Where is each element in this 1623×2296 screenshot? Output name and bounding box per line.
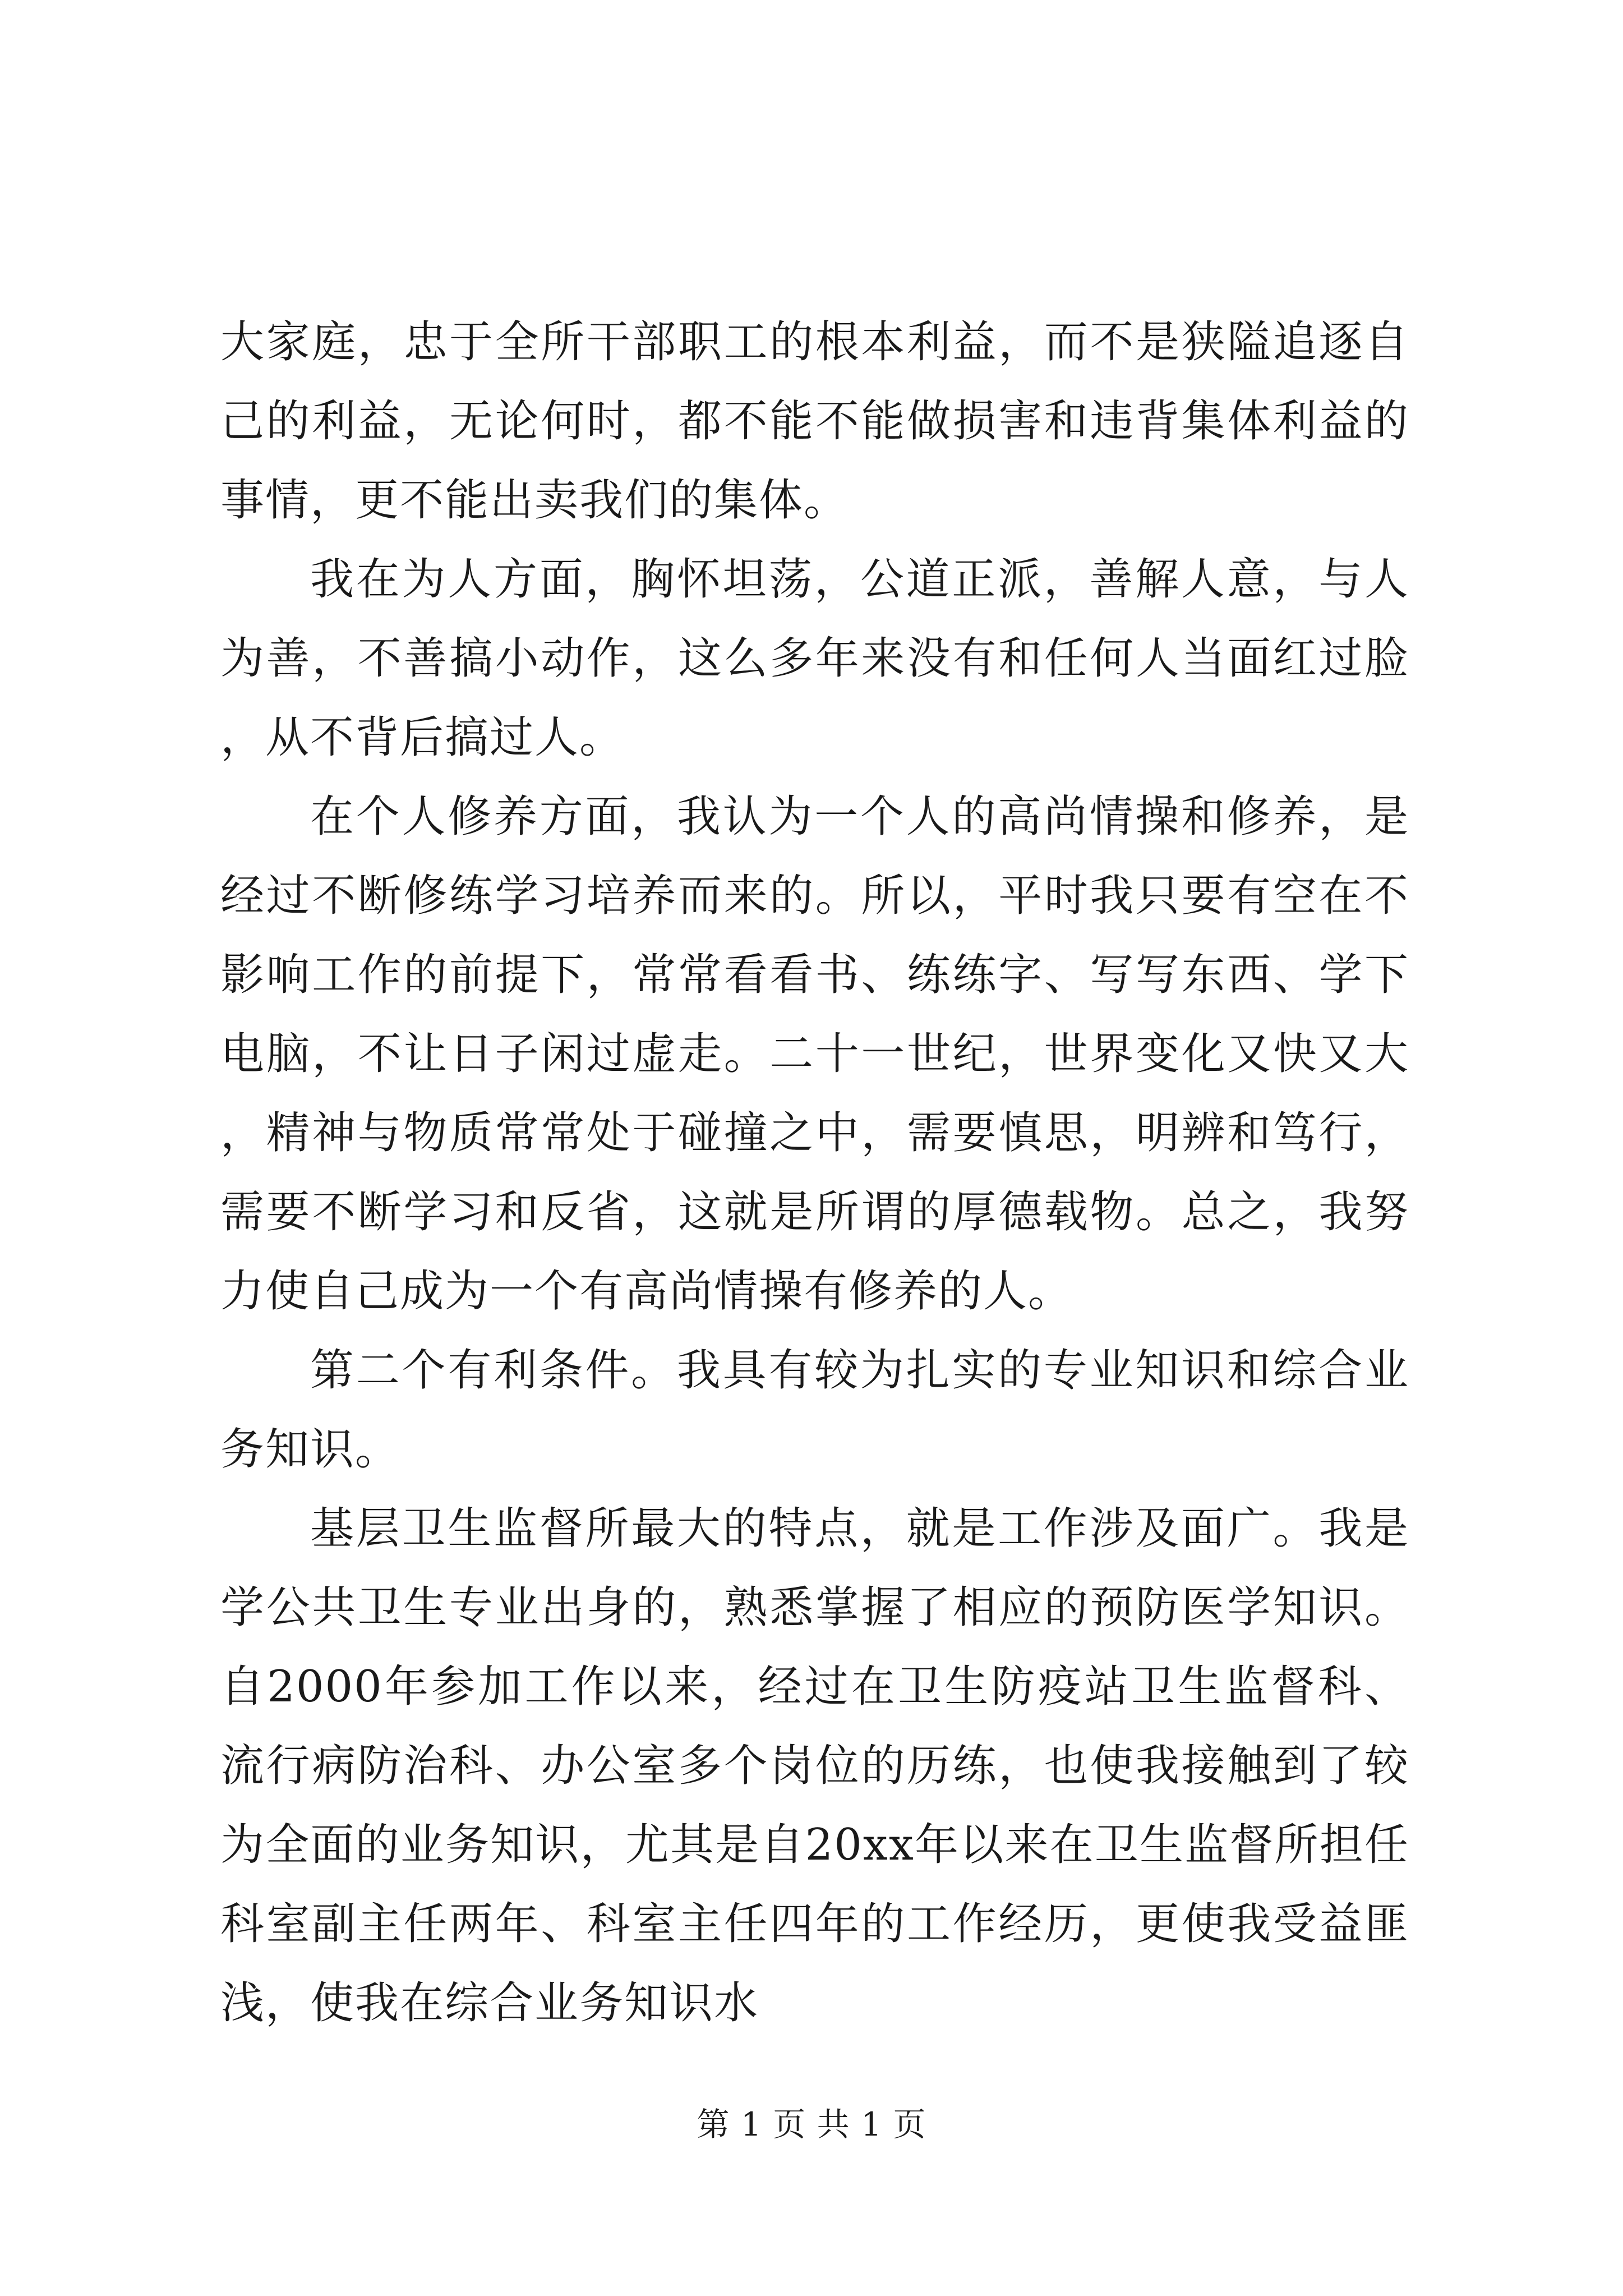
paragraph-3: 在个人修养方面，我认为一个人的高尚情操和修养，是经过不断修练学习培养而来的。所以，平时我只要有空在不影响工作的前提下，常常看看书、练练字、写写东西、学下电脑，不让日子闲过虚走。二十一世纪，世界变化又快又大，精神与物质常常处于碰撞之中，需要慎思，明辨和笃行，需要不断学习和反省，这就是所谓的厚德载物。总之，我努力使自己成为一个有高尚情操有修养的人。 bbox=[220, 792, 1409, 1317]
page-number-label: 第 1 页 共 1 页 bbox=[697, 2105, 926, 2143]
page-footer bbox=[0, 2105, 1623, 2144]
paragraph-5: 基层卫生监督所最大的特点，就是工作涉及面广。我是学公共卫生专业出身的，熟悉掌握了相应的预防医学知识。自2000年参加工作以来，经过在卫生防疫站卫生监督科、流行病防治科、办公室多个岗位的历练，也使我接触到了较为全面的业务知识，尤其是自20xx年以来在卫生监督所担任科室副主任两年、科室主任四年的工作经历，更使我受益匪浅，使我在综合业务知识水 bbox=[220, 1503, 1409, 2028]
paragraph-4: 第二个有利条件。我具有较为扎实的专业知识和综合业务知识。 bbox=[220, 1345, 1409, 1475]
paragraph-2: 我在为人方面，胸怀坦荡，公道正派，善解人意，与人为善，不善搞小动作，这么多年来没有和任何人当面红过脸，从不背后搞过人。 bbox=[220, 554, 1409, 763]
document-body bbox=[220, 303, 1409, 2043]
paragraph-1: 大家庭，忠于全所干部职工的根本利益，而不是狭隘追逐自己的利益，无论何时，都不能不能做损害和违背集体利益的事情，更不能出卖我们的集体。 bbox=[220, 317, 1409, 526]
